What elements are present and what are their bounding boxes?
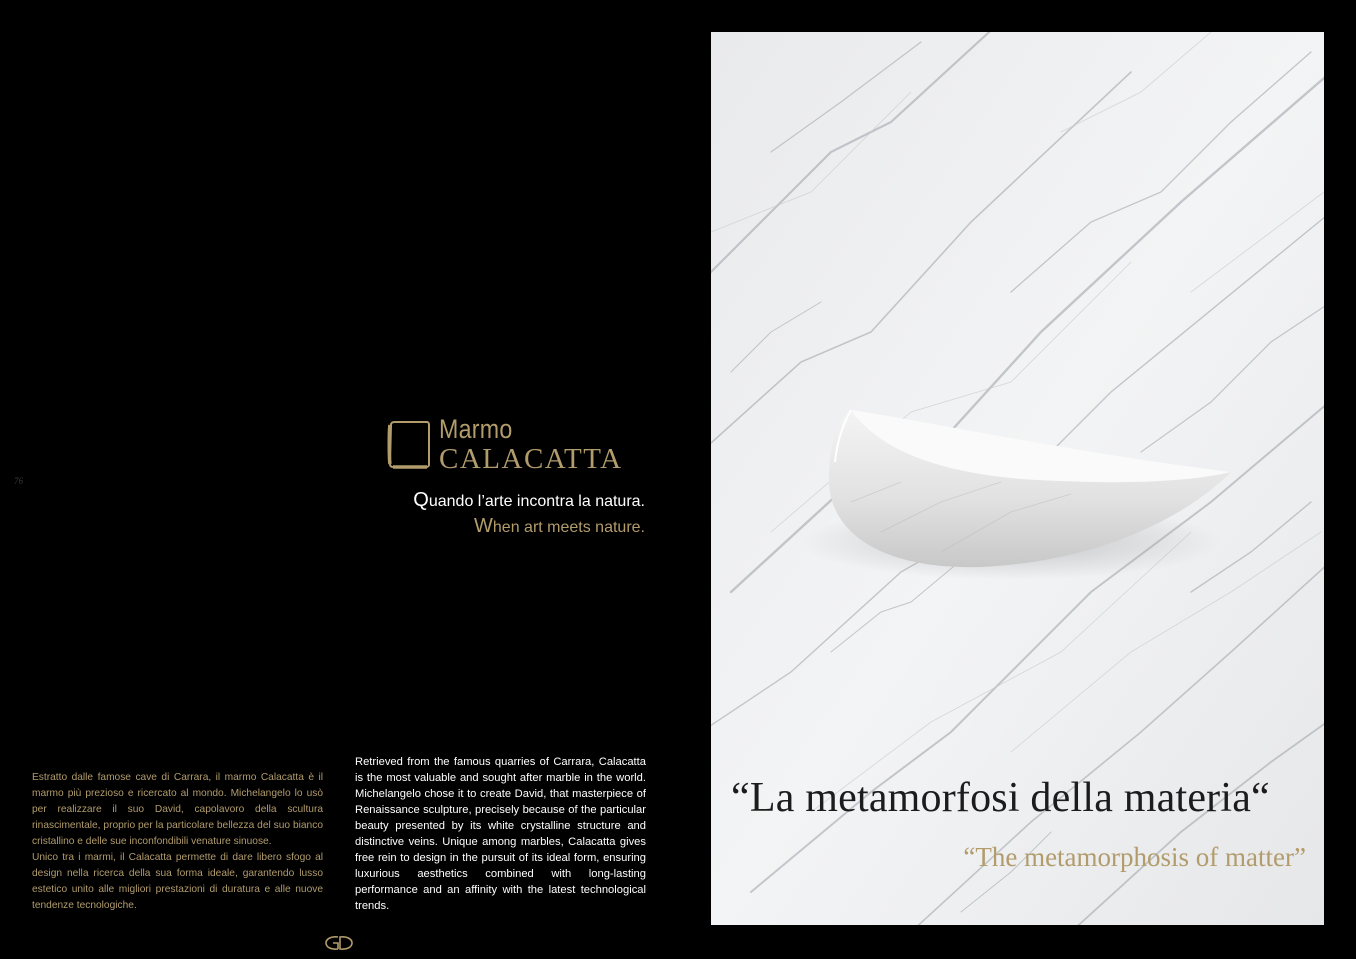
gd-monogram-logo-icon <box>322 933 356 953</box>
tagline-english <box>474 515 645 538</box>
brand-line1: Marmo <box>439 414 513 444</box>
square-frame-logo-icon <box>387 419 431 469</box>
body-italian-paragraph: Unico tra i marmi, il Calacatta permette di dare libero sfogo al design nella ricerca della sua forma ideale, garantendo lusso estetico unito alle migliori prestazioni di duratura e alle nuove tendenze tecnologiche. <box>32 852 323 911</box>
tagline-english-initial: W <box>474 515 493 537</box>
tagline-italian <box>413 489 645 512</box>
page-number: 76 <box>14 476 23 486</box>
body-italian-paragraph: Estratto dalle famose cave di Carrara, il marmo Calacatta è il marmo più prezioso e ricercato al mondo. Michelangelo lo usò per realizzare il suo David, capolavoro della scultura rinascimentale, proprio per la particolare bellezza del suo bianco cristallino e delle sue inconfondibili venature sinuose. <box>32 772 323 847</box>
brand-logo <box>387 414 649 476</box>
marble-sink-photo <box>711 32 1324 925</box>
tagline-italian-text: uando l’arte incontra la natura. <box>428 493 645 510</box>
body-english-paragraph: Retrieved from the famous quarries of Carrara, Calacatta is the most valuable and sought after marble in the world. Michelangelo chose it to create David, that masterpiece of Renaissance sculpture, precisely because of the particular beauty presented by its white crystalline structure and distinctive veins. Unique among marbles, Calacatta gives free rein to design in the pursuit of its ideal form, ensuring luxurious aesthetics combined with long-lasting performance and an affinity with the latest technological trends. <box>355 756 646 912</box>
quote-italian: “La metamorfosi della materia“ <box>731 775 1270 821</box>
body-italian <box>32 770 323 914</box>
brand-line2: CALACATTA <box>439 443 623 475</box>
tagline-italian-initial: Q <box>413 489 429 511</box>
quote-english: “The metamorphosis of matter” <box>963 842 1306 872</box>
body-english <box>355 754 646 914</box>
tagline-english-text: hen art meets nature. <box>492 519 645 536</box>
